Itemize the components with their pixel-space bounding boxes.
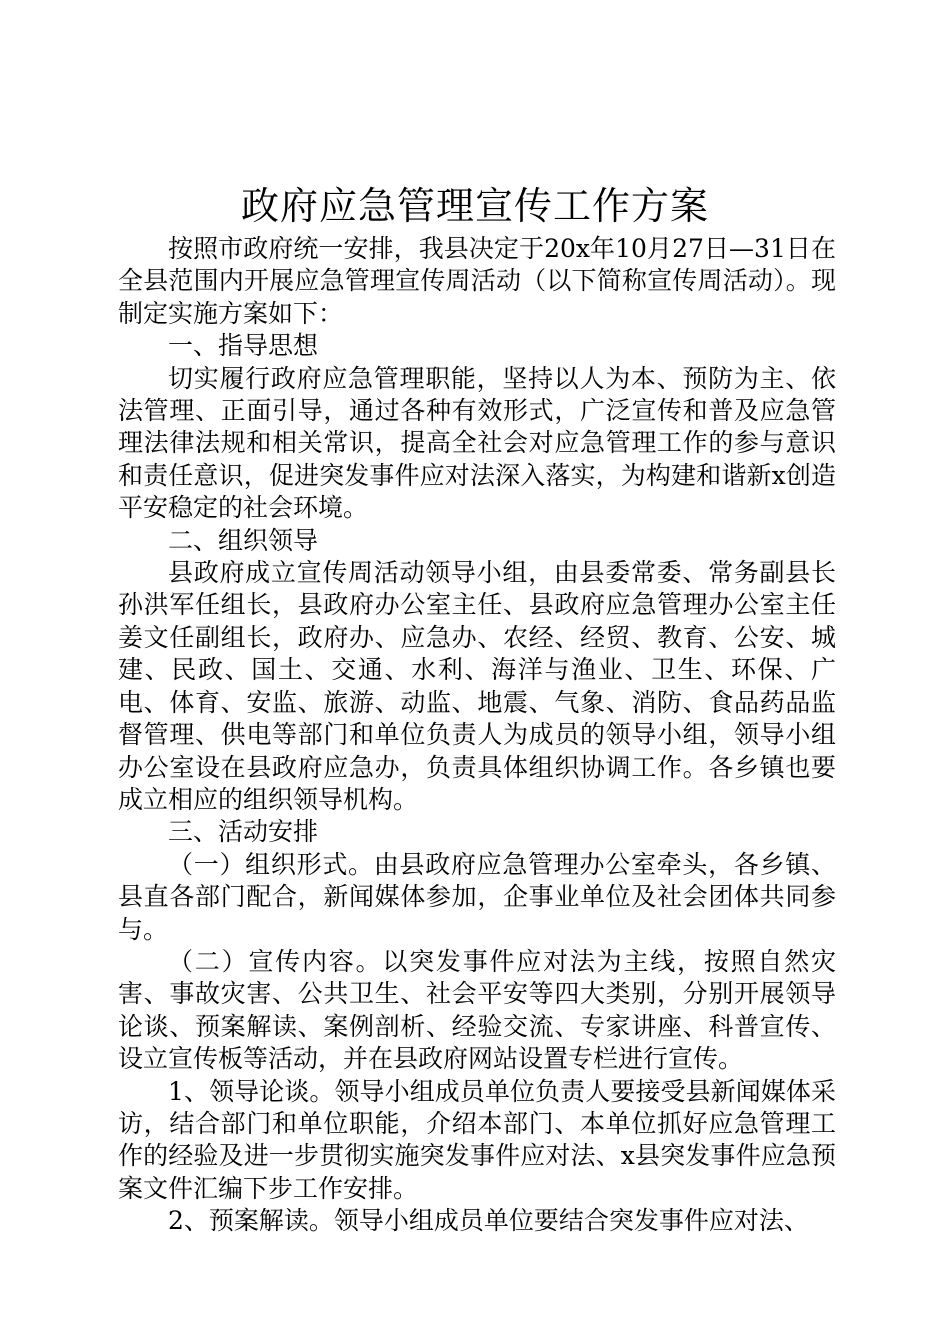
paragraph-organization-form: （一）组织形式。由县政府应急管理办公室牵头，各乡镇、县直各部门配合，新闻媒体参加，企事业单位及社会团体共同参与。: [118, 849, 836, 944]
paragraph-publicity-content: （二）宣传内容。以突发事件应对法为主线，按照自然灾害、事故灾害、公共卫生、社会平安等四大类别，分别开展领导论谈、预案解读、案例剖析、经验交流、专家讲座、科普宣传、设立宣传板等活动，并在县政府网站设置专栏进行宣传。: [118, 946, 836, 1074]
paragraph-intro: 按照市政府统一安排，我县决定于20x年10月27日—31日在全县范围内开展应急管理宣传周活动（以下简称宣传周活动）。现制定实施方案如下：: [118, 234, 836, 328]
paragraph-organization-leadership: 县政府成立宣传周活动领导小组，由县委常委、常务副县长孙洪军任组长，县政府办公室主任、县政府应急管理办公室主任姜文任副组长，政府办、应急办、农经、经贸、教育、公安、城建、民政、国土、交通、水利、海洋与渔业、卫生、环保、广电、体育、安监、旅游、动监、地震、气象、消防、食品药品监督管理、供电等部门和单位负责人为成员的领导小组，领导小组办公室设在县政府应急办，负责具体组织协调工作。各乡镇也要成立相应的组织领导机构。: [118, 558, 836, 814]
document-title: 政府应急管理宣传工作方案: [240, 184, 709, 228]
heading-guiding-ideology: 一、指导思想: [168, 331, 319, 361]
heading-activity-arrangement: 三、活动安排: [168, 817, 319, 847]
paragraph-leader-talks: 1、领导论谈。领导小组成员单位负责人要接受县新闻媒体采访，结合部门和单位职能，介绍本部门、本单位抓好应急管理工作的经验及进一步贯彻实施突发事件应对法、x县突发事件应急预案文件汇编下步工作安排。: [118, 1076, 836, 1203]
paragraph-guiding-ideology: 切实履行政府应急管理职能，坚持以人为本、预防为主、依法管理、正面引导，通过各种有效形式，广泛宣传和普及应急管理法律法规和相关常识，提高全社会对应急管理工作的参与意识和责任意识，促进突发事件应对法深入落实，为构建和谐新x创造平安稳定的社会环境。: [118, 363, 836, 523]
heading-organization-leadership: 二、组织领导: [168, 525, 319, 555]
document-body: [118, 233, 836, 1238]
paragraph-plan-interpretation: 2、预案解读。领导小组成员单位要结合突发事件应对法、: [168, 1206, 809, 1236]
